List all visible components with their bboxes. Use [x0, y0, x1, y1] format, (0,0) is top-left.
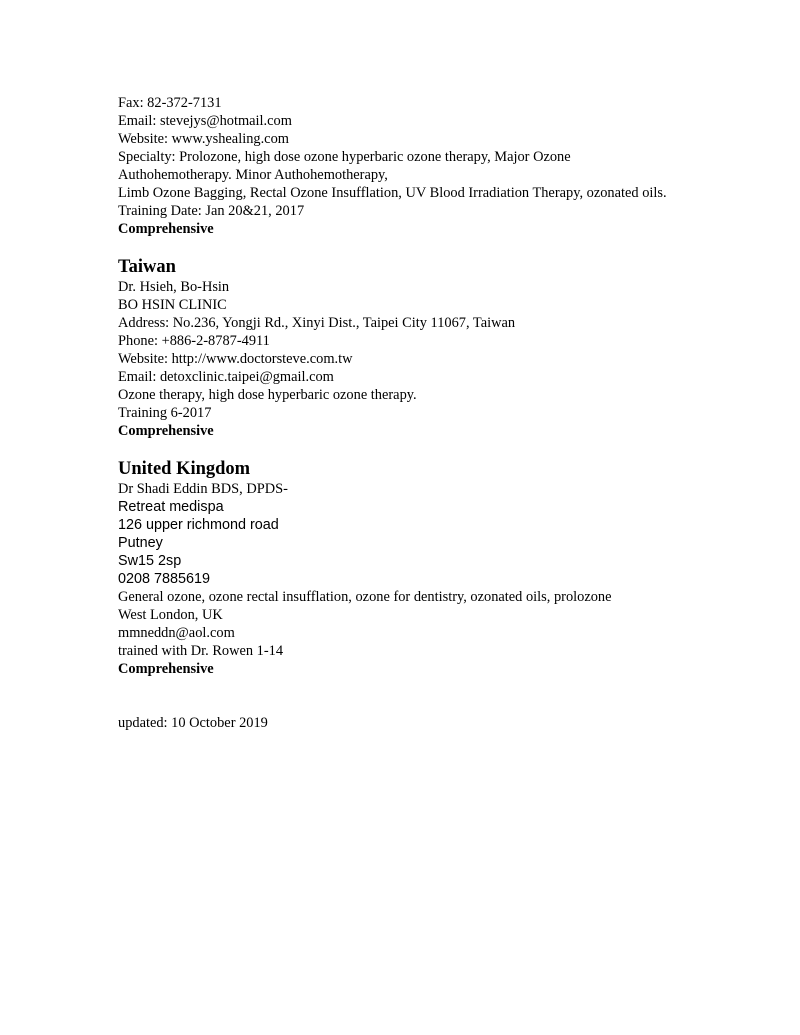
specialty-line: Ozone therapy, high dose hyperbaric ozone therapy. [118, 387, 417, 403]
address-line: Address: No.236, Yongji Rd., Xinyi Dist., Taipei City 11067, Taiwan [118, 315, 516, 331]
phone-line: 0208 7885619 [118, 571, 211, 587]
section-heading: Taiwan [118, 257, 176, 277]
doctor-name: Dr Shadi Eddin BDS, DPDS- [118, 481, 288, 497]
email-line: Email: detoxclinic.taipei@gmail.com [118, 369, 334, 385]
training-level: Comprehensive [118, 661, 214, 677]
district: Putney [118, 535, 163, 551]
postcode: Sw15 2sp [118, 553, 182, 569]
specialty-line: Specialty: Prolozone, high dose ozone hyperbaric ozone therapy, Major Ozone [118, 149, 571, 165]
updated-date: updated: 10 October 2019 [118, 715, 268, 731]
document-page [118, 94, 758, 732]
location-line: West London, UK [118, 607, 223, 623]
training-date-line: Training 6-2017 [118, 405, 212, 421]
specialty-line-3: Limb Ozone Bagging, Rectal Ozone Insufflation, UV Blood Irradiation Therapy, ozonated oils. [118, 185, 667, 201]
entry-continued [118, 94, 758, 238]
website-line: Website: www.yshealing.com [118, 131, 289, 147]
training-level: Comprehensive [118, 423, 214, 439]
specialty-line: General ozone, ozone rectal insufflation, ozone for dentistry, ozonated oils, prolozone [118, 589, 612, 605]
training-date-line: trained with Dr. Rowen 1-14 [118, 643, 284, 659]
clinic-name: BO HSIN CLINIC [118, 297, 227, 313]
specialty-line-2: Authohemotherapy. Minor Authohemotherapy, [118, 167, 388, 183]
email-line: mmneddn@aol.com [118, 625, 235, 641]
website-line: Website: http://www.doctorsteve.com.tw [118, 351, 353, 367]
training-date-line: Training Date: Jan 20&21, 2017 [118, 203, 305, 219]
doctor-name: Dr. Hsieh, Bo-Hsin [118, 279, 230, 295]
section-united-kingdom [118, 458, 758, 678]
fax-line: Fax: 82-372-7131 [118, 95, 222, 111]
phone-line: Phone: +886-2-8787-4911 [118, 333, 270, 349]
section-heading: United Kingdom [118, 459, 251, 479]
street-address: 126 upper richmond road [118, 517, 279, 533]
clinic-name: Retreat medispa [118, 499, 224, 515]
email-line: Email: stevejys@hotmail.com [118, 113, 292, 129]
section-taiwan [118, 256, 758, 440]
training-level: Comprehensive [118, 221, 214, 237]
